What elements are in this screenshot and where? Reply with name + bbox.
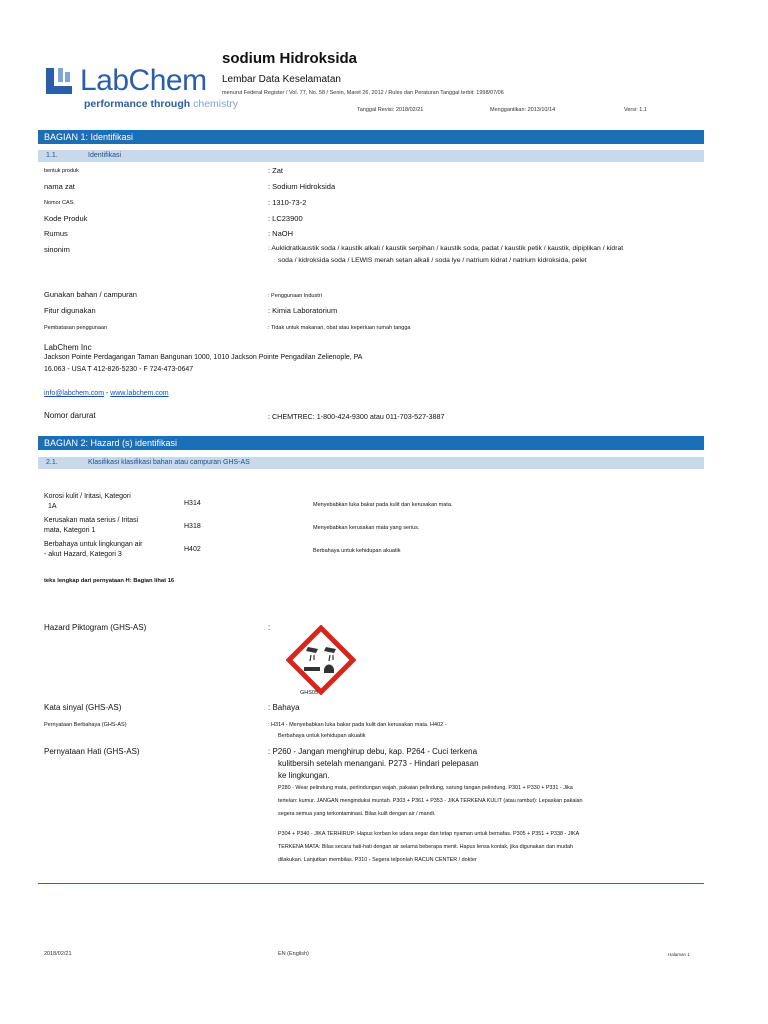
field-label: Rumus (44, 229, 68, 238)
section-2-1-header: 2.1. Klasifikasi klasifikasi bahan atau campuran GHS-AS (38, 457, 704, 469)
field-label: Pembatasan penggunaan (44, 325, 107, 331)
field-value: : Zat (268, 166, 284, 175)
company-address: Jackson Pointe Perdagangan Taman Bangunan 1000, 1010 Jackson Pointe Pengadilan Zelienople, PA (44, 354, 363, 361)
field-label: Kode Produk (44, 214, 88, 223)
precaution-detail: tertelan: kumur. JANGAN menginduksi muntah. P303 + P361 + P353 - JIKA TERKENA KULIT (atau rambut): Lepaskan pakaian (278, 798, 583, 804)
pictogram-colon: : (268, 623, 271, 632)
regulation-note: menurut Federal Register / Vol. 77, No. 58 / Senin, Maret 26, 2012 / Rules dan Peraturan Tanggal terbit: 1998/07/06 (222, 90, 504, 96)
hazard-statement-line: : H314 - Menyebabkan luka bakar pada kulit dan kerusakan mata. H402 - (268, 722, 447, 728)
company-phone: 16.063 - USA T 412-826-5230 - F 724-473-0647 (44, 366, 194, 373)
field-label: sinonim (44, 245, 70, 254)
emergency-value: : CHEMTREC: 1-800-424-9300 atau 011-703-527-3887 (268, 412, 445, 421)
precaution-detail: TERKENA MATA: Bilas secara hati-hati dengan air selama beberapa menit. Hapus lensa kontak, jika digunakan dan mudah (278, 844, 573, 850)
revision-date: Tanggal Revisi: 2018/02/21 (357, 107, 424, 113)
section-1-header: BAGIAN 1: Identifikasi (38, 130, 704, 144)
precaution-detail: P304 + P340 - JIKA TERHIRUP: Hapus korban ke udara segar dan tetap nyaman untuk bernafas. P305 + P351 + P338 - JIKA (278, 831, 580, 837)
footer-language: EN (English) (278, 951, 309, 957)
section-1-1-header: 1.1. Identifikasi (38, 150, 704, 162)
version: Versi: 1.1 (624, 107, 647, 113)
field-value: : Auklidratkaustik soda / kaustik alkali / kaustik serpihan / kaustik soda, padat / kaustik petik / kaustik, dipiplikan / kidrat (268, 245, 624, 252)
footer-page: Halaman 1 (668, 952, 690, 957)
hazard-code: H314 (184, 500, 201, 507)
footer-date: 2018/02/21 (44, 951, 72, 957)
hazard-description: Menyebabkan luka bakar pada kulit dan kerusakan mata. (313, 502, 453, 508)
corrosive-pictogram-icon (286, 625, 356, 695)
field-value: : Tidak untuk makanan, obat atau keperluan rumah tangga (268, 325, 411, 331)
precaution-detail: P280 - Wear pelindung mata, perlindungan wajah, pakaian pelindung, sarung tangan pelindung. P301 + P330 + P331 - Jika (278, 785, 573, 791)
field-value: : Penggunaan Industri (268, 293, 322, 299)
emergency-label: Nomor darurat (44, 411, 96, 420)
pictogram-label: Hazard Piktogram (GHS-AS) (44, 623, 147, 632)
section-divider (38, 883, 704, 884)
document-subtitle: Lembar Data Keselamatan (222, 74, 341, 85)
field-label: Gunakan bahan / campuran (44, 290, 137, 299)
field-value: : LC23900 (268, 214, 303, 223)
website-link[interactable]: www.labchem.com (110, 390, 169, 397)
hazard-code: H402 (184, 546, 201, 553)
precaution-line: ke lingkungan. (278, 771, 330, 780)
field-value-continued: soda / kidroksida soda / LEWIS merah setan alkali / soda lye / natrium kidrat / natrium kidroksida, pelet (278, 257, 587, 264)
field-label: Nomor CAS. (44, 200, 75, 206)
hazard-class: Kerusakan mata serius / Iritasi mata, Kategori 1 (44, 517, 139, 534)
field-label: nama zat (44, 182, 75, 191)
brand-name: LabChem (80, 64, 207, 97)
hazard-code: H318 (184, 523, 201, 530)
precaution-detail: segera semua yang terkontaminasi. Bilas kulit dengan air / mandi. (278, 811, 436, 817)
hazard-description: Berbahaya untuk kehidupan akuatik (313, 548, 401, 554)
hazard-class: Korosi kulit / Iritasi, Kategori 1A (44, 493, 131, 510)
hazard-description: Menyebabkan kerusakan mata yang serius. (313, 525, 420, 531)
hazard-statement-label: Pernyataan Berbahaya (GHS-AS) (44, 722, 127, 728)
full-text-note: teks lengkap dari pernyataan H: Bagian lihat 16 (44, 578, 175, 584)
precaution-line: kulitbersih setelah menangani. P273 - Hindari pelepasan (278, 759, 479, 768)
email-link[interactable]: info@labchem.com (44, 390, 105, 397)
field-label: bentuk produk (44, 168, 79, 174)
precaution-line: : P260 - Jangan menghirup debu, kap. P264 - Cuci terkena (268, 747, 478, 756)
hazard-class: Berbahaya untuk lingkungan air - akut Hazard, Kategori 3 (44, 541, 143, 558)
document-title: sodium Hidroksida (222, 50, 358, 67)
pictogram-code: GHS05 (300, 690, 319, 696)
field-value: : 1310-73-2 (268, 198, 307, 207)
labchem-logo-icon (44, 66, 74, 98)
field-value: : Kimia Laboratorium (268, 306, 338, 315)
supersedes-date: Menggantikan: 2013/10/14 (490, 107, 556, 113)
section-2-header: BAGIAN 2: Hazard (s) identifikasi (38, 436, 704, 450)
contact-links: info@labchem.com - www.labchem.com (44, 390, 169, 397)
hazard-statement-line: Berbahaya untuk kehidupan akuatik (278, 733, 366, 739)
brand-tagline: performance through chemistry (84, 98, 239, 110)
field-value: : Sodium Hidroksida (268, 182, 336, 191)
field-value: : NaOH (268, 229, 294, 238)
precaution-detail: dilakukan. Lanjutkan membilas. P310 - Segera telponlah RACUN CENTER / dokter (278, 857, 477, 863)
field-label: Fitur digunakan (44, 306, 96, 315)
signal-word-label: Kata sinyal (GHS-AS) (44, 703, 122, 712)
company-name: LabChem Inc (44, 343, 92, 352)
precaution-label: Pernyataan Hati (GHS-AS) (44, 747, 140, 756)
signal-word-value: : Bahaya (268, 703, 300, 712)
